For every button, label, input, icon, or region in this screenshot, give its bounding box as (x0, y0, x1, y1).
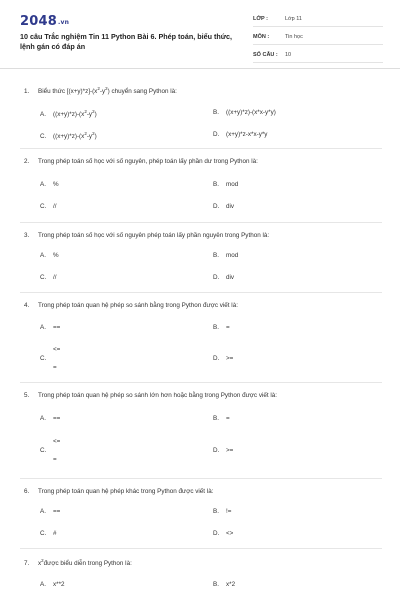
option-letter: B. (213, 324, 219, 331)
option-text-line-2: = (53, 364, 57, 371)
option-c[interactable] (40, 274, 57, 281)
option-letter: C. (40, 447, 47, 455)
option-text: div (226, 274, 235, 281)
option-text (53, 345, 60, 372)
option-c[interactable] (40, 437, 60, 464)
option-letter: A. (40, 581, 46, 588)
option-letter: D. (213, 355, 220, 362)
question-stem (24, 232, 269, 239)
option-letter: A. (40, 508, 46, 515)
question-stem: 1. Biểu thức $[(x+y)*z]-(x^2-y^2)$ chuyển sang Python là: (24, 86, 177, 95)
option-b[interactable] (213, 324, 230, 331)
option-text (53, 437, 60, 464)
meta-row-count (253, 48, 383, 63)
divider (20, 292, 382, 293)
divider (20, 548, 382, 549)
option-a[interactable] (40, 252, 59, 259)
option-letter: B. (213, 181, 219, 188)
question-stem (24, 302, 238, 309)
option-text-line-1: <= (53, 346, 61, 353)
site-logo[interactable] (20, 14, 69, 29)
option-text: ((x+y)*z)-(x*x-y*y) (226, 109, 276, 116)
option-letter: D. (213, 447, 220, 454)
divider (20, 148, 382, 149)
option-letter: A. (40, 252, 46, 259)
logo-tld: .vn (57, 19, 70, 26)
option-letter: C. (40, 274, 47, 281)
meta-row-class (253, 12, 383, 27)
divider (20, 382, 382, 383)
option-letter: A. (40, 324, 46, 331)
option-text: == (53, 508, 61, 515)
option-d[interactable] (213, 203, 234, 210)
option-text: // (53, 203, 57, 210)
option-letter: B. (213, 415, 219, 422)
option-c[interactable] (40, 345, 60, 372)
question-stem (24, 392, 277, 399)
option-letter: D. (213, 274, 220, 281)
option-b[interactable] (213, 415, 230, 422)
meta-value: Tin học (285, 34, 303, 40)
option-letter: C. (40, 530, 47, 537)
option-letter: D. (213, 530, 220, 537)
option-text-line-1: <= (53, 438, 61, 445)
option-a[interactable]: A. $((x+y)*z)-(x^2-y^2)$ (40, 109, 97, 118)
option-b[interactable] (213, 109, 276, 116)
question-5 (0, 382, 400, 478)
option-a[interactable] (40, 181, 59, 188)
option-text: == (53, 415, 61, 422)
option-text: % (53, 252, 59, 259)
option-b[interactable] (213, 252, 238, 259)
question-number: 7. (24, 560, 30, 567)
meta-value: Lớp 11 (285, 16, 302, 22)
meta-row-subject (253, 30, 383, 45)
option-text: != (226, 508, 232, 515)
question-text: Trong phép toán quan hệ phép so sánh bằng trong Python được viết là: (38, 302, 238, 309)
option-text: % (53, 181, 59, 188)
question-number: 2. (24, 158, 30, 165)
option-b[interactable] (213, 581, 235, 588)
option-letter: C. (40, 355, 47, 363)
option-text: = (226, 415, 230, 422)
question-number: 3. (24, 232, 30, 239)
option-text: # (53, 530, 57, 537)
question-stem: 7. $x^2được$ biểu diễn trong Python là: (24, 558, 132, 567)
option-letter: C. (40, 203, 47, 210)
meta-label: MÔN : (253, 34, 270, 40)
option-d[interactable] (213, 355, 233, 362)
option-letter: D. (213, 131, 220, 138)
question-7 (0, 548, 400, 600)
option-a[interactable] (40, 508, 60, 515)
question-6 (0, 478, 400, 548)
logo-text: 2048 (20, 14, 57, 29)
option-text: x*2 (226, 581, 236, 588)
option-letter: B. (213, 109, 219, 116)
question-2 (0, 148, 400, 218)
question-number: 4. (24, 302, 30, 309)
option-b[interactable] (213, 181, 238, 188)
meta-label: LỚP : (253, 16, 268, 22)
option-a[interactable] (40, 415, 60, 422)
option-text-line-2: = (53, 456, 57, 463)
question-stem (24, 488, 213, 495)
option-letter: B. (213, 252, 219, 259)
option-c[interactable] (40, 203, 57, 210)
option-text: == (53, 324, 61, 331)
option-letter: A. (40, 415, 46, 422)
option-d[interactable] (213, 131, 267, 138)
question-1 (0, 76, 400, 154)
meta-value: 10 (285, 52, 292, 58)
question-4 (0, 292, 400, 382)
option-letter: C. (40, 133, 47, 140)
option-a[interactable] (40, 581, 65, 588)
option-letter: A. (40, 181, 46, 188)
option-b[interactable] (213, 508, 231, 515)
option-text: mod (226, 252, 239, 259)
option-text: = (226, 324, 230, 331)
option-a[interactable] (40, 324, 60, 331)
option-text: mod (226, 181, 239, 188)
divider (20, 478, 382, 479)
question-stem (24, 158, 258, 165)
question-number: 6. (24, 488, 30, 495)
question-number: 1. (24, 88, 30, 95)
option-letter: B. (213, 508, 219, 515)
question-text: Trong phép toán quan hệ phép so sánh lớn hơn hoặc bằng trong Python được viết là: (38, 392, 278, 399)
meta-info (253, 12, 383, 66)
option-d[interactable] (213, 447, 233, 454)
option-text: (x+y)*z-x*x-y*y (226, 131, 268, 138)
page-title: 10 câu Trắc nghiệm Tin 11 Python Bài 6. Phép toán, biểu thức, lệnh gán có đáp án (20, 32, 232, 51)
question-text: Trong phép toán quan hệ phép khác trong Python được viết là: (38, 488, 214, 495)
page-header (0, 0, 400, 69)
question-text: Trong phép toán số học với số nguyên phép toán lấy phần nguyên trong Python là: (38, 232, 270, 239)
option-text: div (226, 203, 235, 210)
option-letter: B. (213, 581, 219, 588)
option-text: >= (226, 355, 234, 362)
question-3 (0, 222, 400, 292)
option-letter: D. (213, 203, 220, 210)
question-number: 5. (24, 392, 30, 399)
option-text: x**2 (53, 581, 65, 588)
option-d[interactable] (213, 530, 233, 537)
option-letter: A. (40, 111, 46, 118)
divider (20, 222, 382, 223)
option-text: >= (226, 447, 234, 454)
meta-label: SỐ CÂU : (253, 52, 278, 58)
option-d[interactable] (213, 274, 234, 281)
option-c[interactable]: C. $((x+y)*z)-(x^2-y^2)$ (40, 131, 97, 140)
option-c[interactable] (40, 530, 57, 537)
question-text: Trong phép toán số học với số nguyên, phép toán lấy phần dư trong Python là: (38, 158, 258, 165)
option-text: // (53, 274, 57, 281)
option-text: <> (226, 530, 234, 537)
